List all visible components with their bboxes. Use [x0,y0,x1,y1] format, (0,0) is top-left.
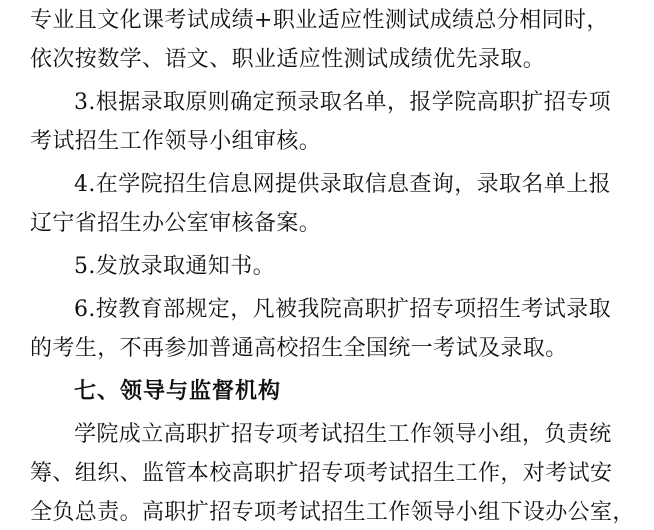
list-item-3-line: 3.根据录取原则确定预录取名单，报学院高职扩招专项 [74,90,611,115]
list-item-6-line: 的考生，不再参加普通高校招生全国统一考试及录取。 [30,336,568,361]
paragraph-line: 筹、组织、监管本校高职扩招专项考试招生工作，对考试安 [30,461,613,486]
paragraph-line: 学院成立高职扩招专项考试招生工作领导小组，负责统 [74,422,612,447]
list-item-4-line: 辽宁省招生办公室审核备案。 [30,211,322,236]
section-heading: 七、领导与监督机构 [74,379,282,404]
paragraph-line: 专业且文化课考试成绩+职业适应性测试成绩总分相同时， [30,8,609,33]
paragraph-line: 依次按数学、语文、职业适应性测试成绩优先录取。 [30,47,546,72]
list-item-6-line: 6.按教育部规定，凡被我院高职扩招专项招生考试录取 [74,297,611,322]
list-item-4-line: 4.在学院招生信息网提供录取信息查询，录取名单上报 [74,172,611,197]
list-item-5-line: 5.发放录取通知书。 [74,254,275,279]
paragraph-line: 全负总责。高职扩招专项考试招生工作领导小组下设办公室， [30,500,635,525]
list-item-3-line: 考试招生工作领导小组审核。 [30,129,322,154]
